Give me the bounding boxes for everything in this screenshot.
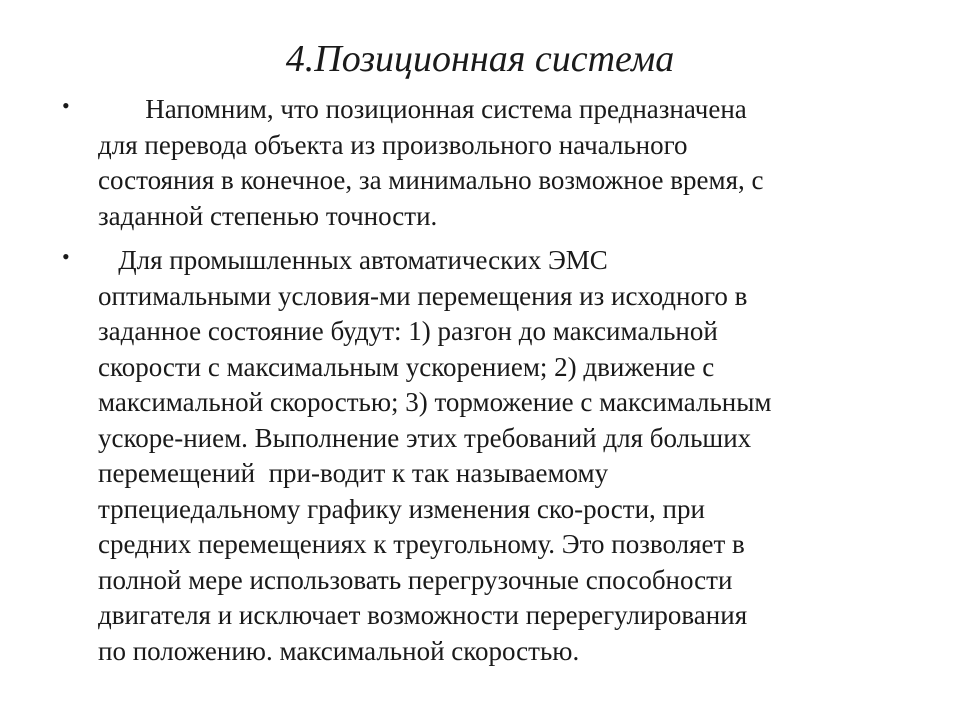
bullet-2-line-5: максимальной скоростью; 3) торможение с максимальным (98, 387, 772, 417)
bullet-2-line-8: трпециедальному графику изменения ско-рости, при (98, 493, 705, 524)
bullet-2-line-9: средних перемещениях к треугольному. Это позволяет в (98, 529, 745, 559)
bullet-2-line-3: заданное состояние будут: 1) разгон до максимальной (98, 316, 718, 346)
bullet-2-line-6: ускоре-нием. Выполнение этих требований для больших (98, 422, 752, 453)
bullet-2-line-1: Для промышленных автоматических ЭМС (98, 245, 608, 275)
bullet-item-2 (62, 243, 912, 669)
bullet-dot-icon: • (62, 244, 70, 269)
bullet-2-line-10: полной мере использовать перегрузочные способности (98, 564, 733, 595)
bullet-2-line-11: двигателя и исключает возможности перерегулирования (98, 600, 748, 630)
slide-title: 4.Позиционная система (285, 38, 675, 80)
bullet-item-1 (62, 92, 912, 234)
bullet-dot-icon: • (62, 93, 70, 118)
bullet-2-line-7: перемещений при-водит к так называемому (98, 458, 609, 488)
bullet-1-line-2: для перевода объекта из произвольного начального (98, 129, 688, 160)
bullet-1-line-3: состояния в конечное, за минимально возможное время, с (98, 165, 764, 195)
bullet-1-line-4: заданной степенью точности. (98, 200, 438, 231)
bullet-2-line-4: скорости с максимальным ускорением; 2) движение с (98, 351, 715, 382)
bullet-list (62, 92, 912, 678)
bullet-1-line-1: Напомним, что позиционная система предназначена (98, 94, 747, 124)
bullet-2-line-12: по положению. максимальной скоростью. (98, 635, 580, 666)
bullet-2-line-2: оптимальными условия-ми перемещения из исходного в (98, 280, 748, 311)
